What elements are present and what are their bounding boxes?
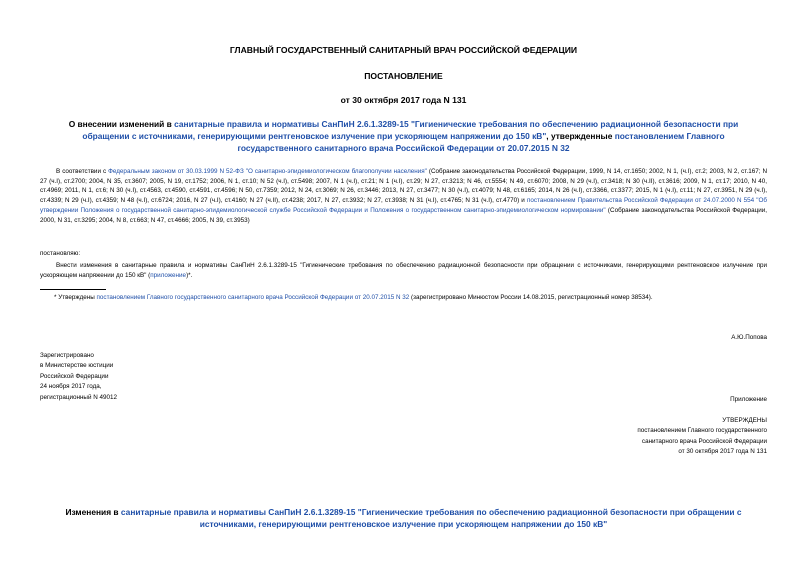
footnote-suffix: (зарегистрировано Минюстом России 14.08.2015, регистрационный номер 38534). bbox=[409, 294, 653, 301]
changes-sanpin-link[interactable]: санитарные правила и нормативы СанПиН 2.6.1.3289-15 "Гигиенические требования по обеспечению радиационной безопасности при обращении с источниками, генерирующими рентгеновское излучение при ускоряющем напряжении до 150 кВ" bbox=[120, 507, 742, 529]
approval-line: от 30 октября 2017 года N 131 bbox=[678, 448, 767, 456]
government-decree-link[interactable]: постановлением Правительства Российской Федерации от 24.07.2000 N 554 "Об утверждении Положения о государственной санитарно-эпидемиологической службе Российской Федерации и Положения о государственном санитарно-эпидемиологическом нормировании" bbox=[40, 197, 767, 214]
decree-text-1: Внести изменения в санитарные правила и нормативы СанПиН 2.6.1.3289-15 "Гигиенические требования по обеспечению радиационной безопасности при обращении с источниками, генерирующими рентгеновское излучение при ускоряющем напряжении до 150 кВ" ( bbox=[40, 262, 767, 279]
registration-line: 24 ноября 2017 года, bbox=[40, 383, 102, 391]
changes-title bbox=[40, 506, 767, 530]
preamble-prefix: В соответствии с bbox=[56, 168, 109, 175]
approval-block bbox=[547, 416, 767, 458]
registration-line: Российской Федерации bbox=[40, 372, 109, 380]
changes-prefix: Изменения в bbox=[65, 507, 121, 517]
sanpin-link[interactable]: санитарные правила и нормативы СанПиН 2.6.1.3289-15 "Гигиенические требования по обеспечению радиационной безопасности при обращении с источниками, генерирующими рентгеновское излучение при ускоряющем напряжении до 150 кВ" bbox=[82, 119, 739, 141]
appendix-link[interactable]: приложение bbox=[150, 271, 187, 279]
decree-label: постановляю: bbox=[40, 250, 81, 257]
approval-line: санитарного врача Российской Федерации bbox=[641, 437, 767, 445]
footnote-prefix: * Утверждены bbox=[54, 294, 97, 301]
preamble-text-2: (Собрание законодательства Российской Федерации, 2000, N 31, ст.3295; 2004, N 8, ст.663; N 47, ст.4666; 2005, N 39, ст.3953) bbox=[40, 206, 767, 224]
federal-law-link[interactable]: Федеральным законом от 30.03.1999 N 52-ФЗ "О санитарно-эпидемиологическом благополучии населения" bbox=[108, 168, 427, 175]
appendix-label: Приложение bbox=[730, 396, 767, 403]
approval-line: постановлением Главного государственного bbox=[637, 427, 767, 435]
registration-line: Зарегистрировано bbox=[40, 352, 94, 359]
subject-prefix: О внесении изменений в bbox=[68, 119, 175, 129]
footnote-decree-link[interactable]: постановлением Главного государственного санитарного врача Российской Федерации от 20.07.2015 N 32 bbox=[96, 294, 410, 301]
footnote bbox=[54, 293, 767, 303]
preamble-paragraph bbox=[40, 167, 767, 225]
registration-block bbox=[40, 351, 117, 403]
subject-middle: , утвержденные bbox=[546, 131, 615, 141]
decree-text-2: )*. bbox=[186, 271, 193, 279]
document-authority: ГЛАВНЫЙ ГОСУДАРСТВЕННЫЙ САНИТАРНЫЙ ВРАЧ РОССИЙСКОЙ ФЕДЕРАЦИИ bbox=[229, 45, 578, 55]
preamble-text-1: (Собрание законодательства Российской Федерации, 1999, N 14, ст.1650; 2002, N 1, (ч.I), ст.2; 2003, N 2, ст.167; N 27 (ч.I), ст.2700; 2004, N 35, ст.3607; 2005, N 19, ст.1752; 2006, N 1, ст.10; N 52 (ч.I), ст.5498; 2007, N 1 (ч.I), ст.21; N 1 (ч.I), ст.29; N 27, ст.3213; N 46, ст.5554; N 49, ст.6070; 2008, N 29 (ч.I), ст.3418; N 30 (ч.II), ст.3616; 2009, N 1, ст.17; 2010, N 40, ст.4969; 2011, N 1, ст.6; N 30 (ч.I), ст.4563, ст.4590, ст.4591, ст.4596; N 50, ст.7359; 2012, N 24, ст.3069; N 26, ст.3446; 2013, N 27, ст.3477; N 30 (ч.I), ст.4079; N 48, ст.6165; 2014, N 26 (ч.I), ст.3366, ст.3377; 2015, N 1 (ч.I), ст.11; N 27, ст.3951, N 29 (ч.I), ст.4339; N 29 (ч.I), ст.4359; N 48 (ч.I), ст.6724; 2016, N 27 (ч.I), ст.4160; N 27 (ч.II), ст.4238; 2017, N 27, ст.3932; N 27, ст.3938; N 31 (ч.I), ст.4765; N 31 (ч.I), ст.4770) и bbox=[40, 168, 767, 205]
document-subject bbox=[50, 118, 757, 154]
decree-2015-link[interactable]: постановлением Главного государственного санитарного врача Российской Федерации от 20.07.2015 N 32 bbox=[237, 131, 725, 153]
decree-paragraph bbox=[40, 261, 767, 280]
footnote-divider bbox=[40, 289, 106, 290]
registration-line: регистрационный N 49012 bbox=[40, 393, 118, 401]
registration-line: в Министерстве юстиции bbox=[40, 362, 114, 370]
document-date-number: от 30 октября 2017 года N 131 bbox=[340, 95, 467, 105]
document-type: ПОСТАНОВЛЕНИЕ bbox=[364, 71, 443, 81]
signature: А.Ю.Попова bbox=[731, 334, 767, 341]
approval-heading: УТВЕРЖДЕНЫ bbox=[722, 417, 767, 424]
